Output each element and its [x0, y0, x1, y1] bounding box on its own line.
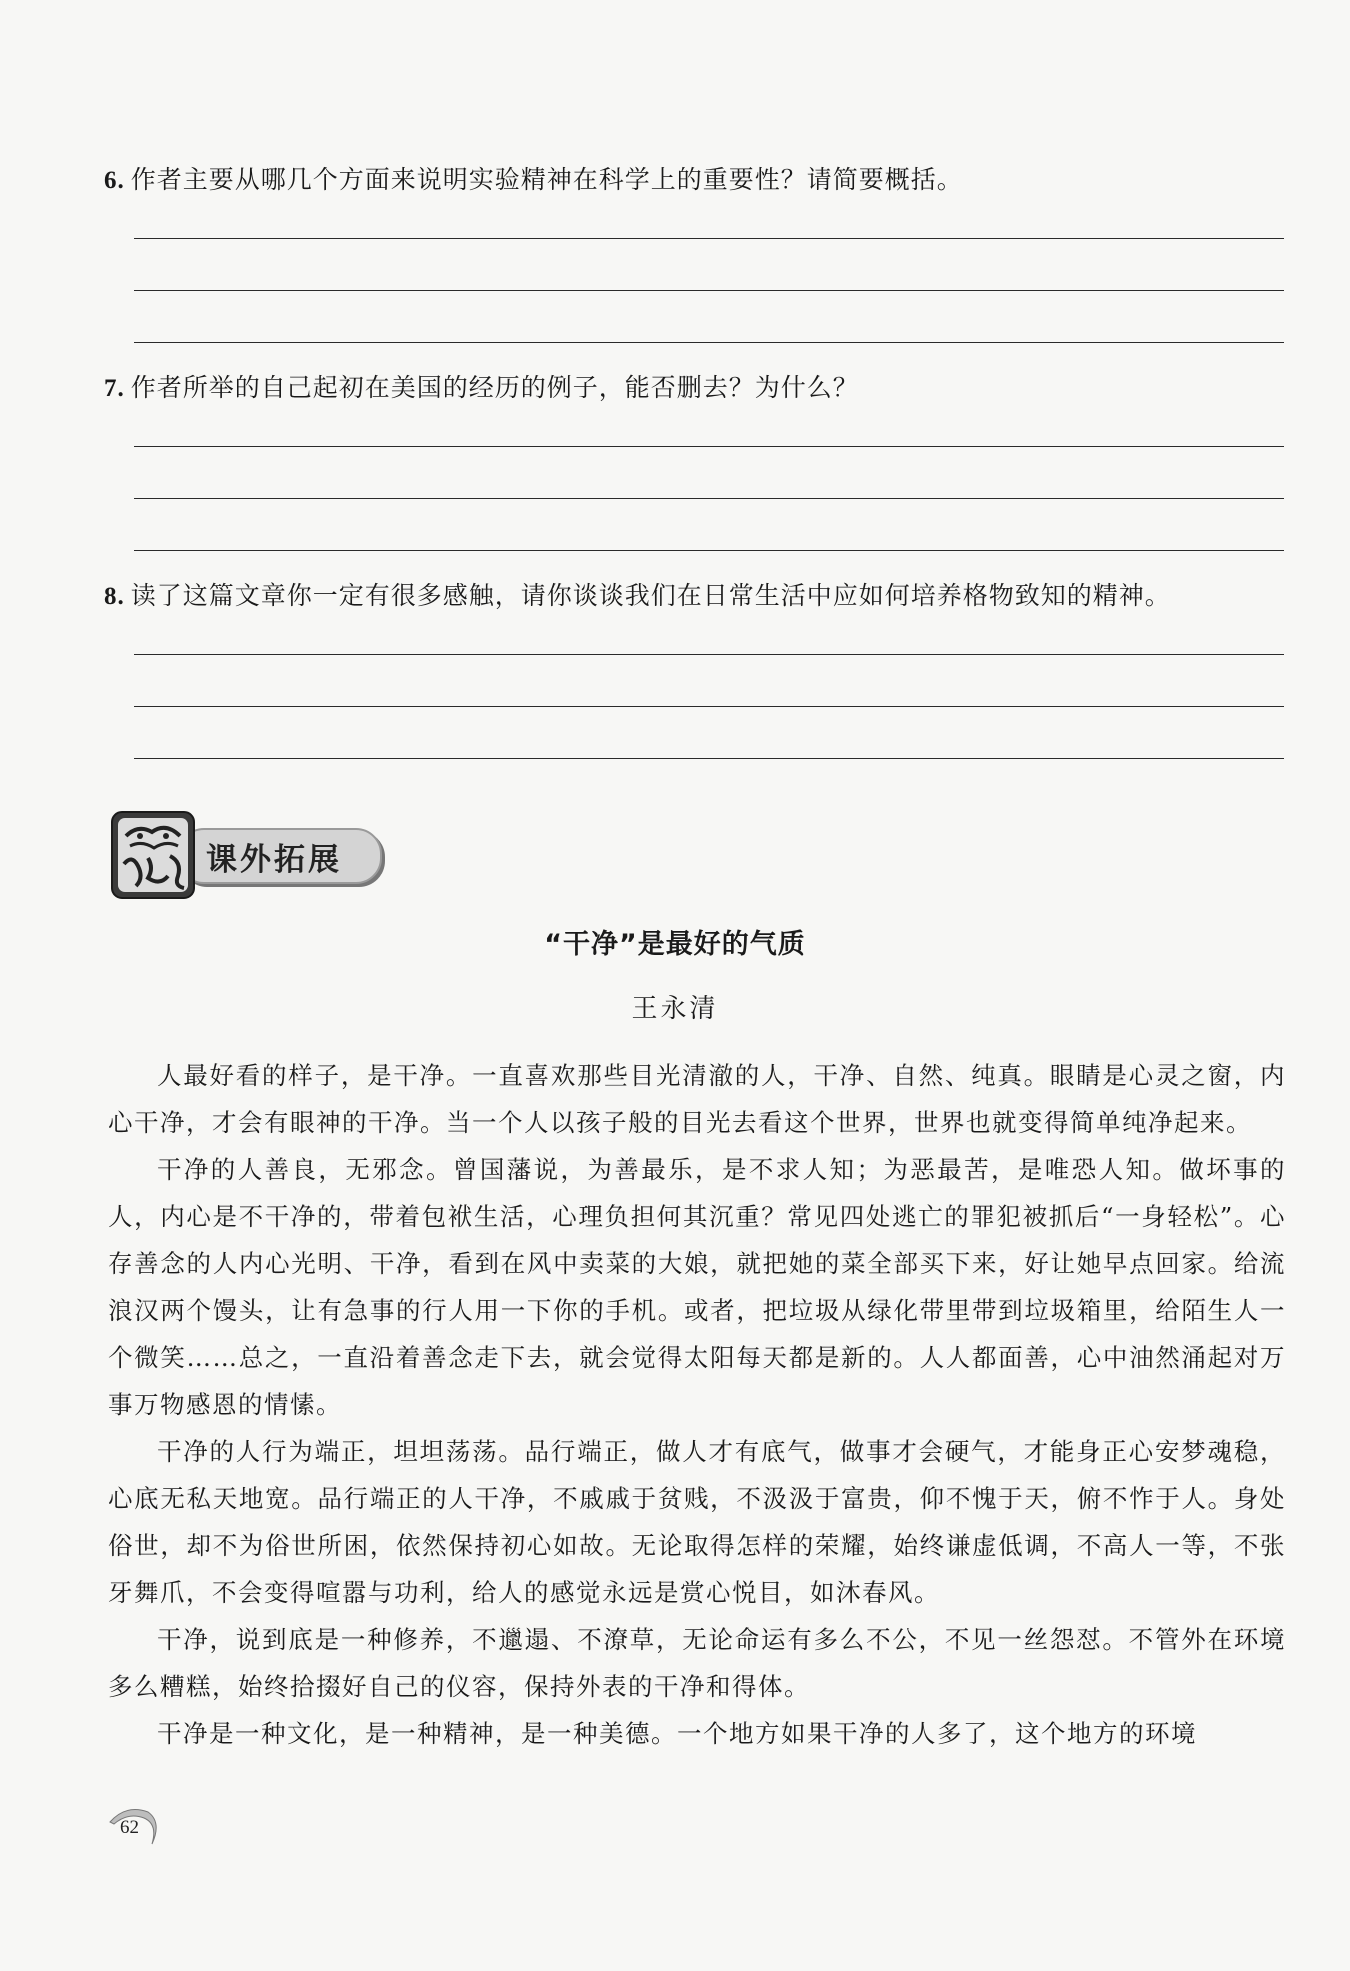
- answer-line[interactable]: [134, 290, 1284, 291]
- question-number: 6.: [104, 167, 125, 194]
- answer-line[interactable]: [134, 446, 1284, 447]
- question-text: 读了这篇文章你一定有很多感触，请你谈谈我们在日常生活中应如何培养格物致知的精神。: [130, 581, 1171, 610]
- article-author: 王永清: [631, 994, 719, 1024]
- page-number: [104, 1800, 164, 1850]
- section-header: [108, 806, 388, 902]
- answer-line[interactable]: [134, 498, 1284, 499]
- article-paragraph: 干净是一种文化，是一种精神，是一种美德。一个地方如果干净的人多了，这个地方的环境: [157, 1719, 1197, 1748]
- answer-line[interactable]: [134, 706, 1284, 707]
- answer-line[interactable]: [134, 238, 1284, 239]
- question-number: 8.: [104, 583, 125, 610]
- question-7: [104, 368, 1284, 409]
- question-6: [104, 160, 1284, 201]
- page-number-text: 62: [120, 1817, 139, 1838]
- answer-line[interactable]: [134, 758, 1284, 759]
- article-paragraph: 干净，说到底是一种修养，不邋遢、不潦草，无论命运有多么不公，不见一丝怨怼。不管外在环境多么糟糕，始终拾掇好自己的仪容，保持外表的干净和得体。: [108, 1625, 1286, 1701]
- question-text: 作者主要从哪几个方面来说明实验精神在科学上的重要性？请简要概括。: [130, 165, 963, 194]
- question-8: [104, 576, 1284, 617]
- question-text: 作者所举的自己起初在美国的经历的例子，能否删去？为什么？: [130, 373, 859, 402]
- ancient-vessel-icon: [108, 806, 200, 902]
- question-number: 7.: [104, 375, 125, 402]
- article-body: [108, 1052, 1286, 1757]
- article-paragraph: 干净的人行为端正，坦坦荡荡。品行端正，做人才有底气，做事才会硬气，才能身正心安梦魂稳，心底无私天地宽。品行端正的人干净，不戚戚于贫贱，不汲汲于富贵，仰不愧于天，俯不怍于人。身处俗世，却不为俗世所困，依然保持初心如故。无论取得怎样的荣耀，始终谦虚低调，不高人一等，不张牙舞爪，不会变得喧嚣与功利，给人的感觉永远是赏心悦目，如沐春风。: [108, 1437, 1286, 1607]
- answer-line[interactable]: [134, 342, 1284, 343]
- article-paragraph: 人最好看的样子，是干净。一直喜欢那些目光清澈的人，干净、自然、纯真。眼睛是心灵之窗，内心干净，才会有眼神的干净。当一个人以孩子般的目光去看这个世界，世界也就变得简单纯净起来。: [108, 1061, 1286, 1137]
- answer-line[interactable]: [134, 550, 1284, 551]
- article-paragraph: 干净的人善良，无邪念。曾国藩说，为善最乐，是不求人知；为恶最苦，是唯恐人知。做坏事的人，内心是不干净的，带着包袱生活，心理负担何其沉重？常见四处逃亡的罪犯被抓后“一身轻松”。心存善念的人内心光明、干净，看到在风中卖菜的大娘，就把她的菜全部买下来，好让她早点回家。给流浪汉两个馒头，让有急事的行人用一下你的手机。或者，把垃圾从绿化带里带到垃圾箱里，给陌生人一个微笑……总之，一直沿着善念走下去，就会觉得太阳每天都是新的。人人都面善，心中油然涌起对万事万物感恩的情愫。: [108, 1155, 1286, 1419]
- section-label: 课外拓展: [206, 842, 342, 878]
- article-title: “干净”是最好的气质: [544, 929, 806, 960]
- answer-line[interactable]: [134, 654, 1284, 655]
